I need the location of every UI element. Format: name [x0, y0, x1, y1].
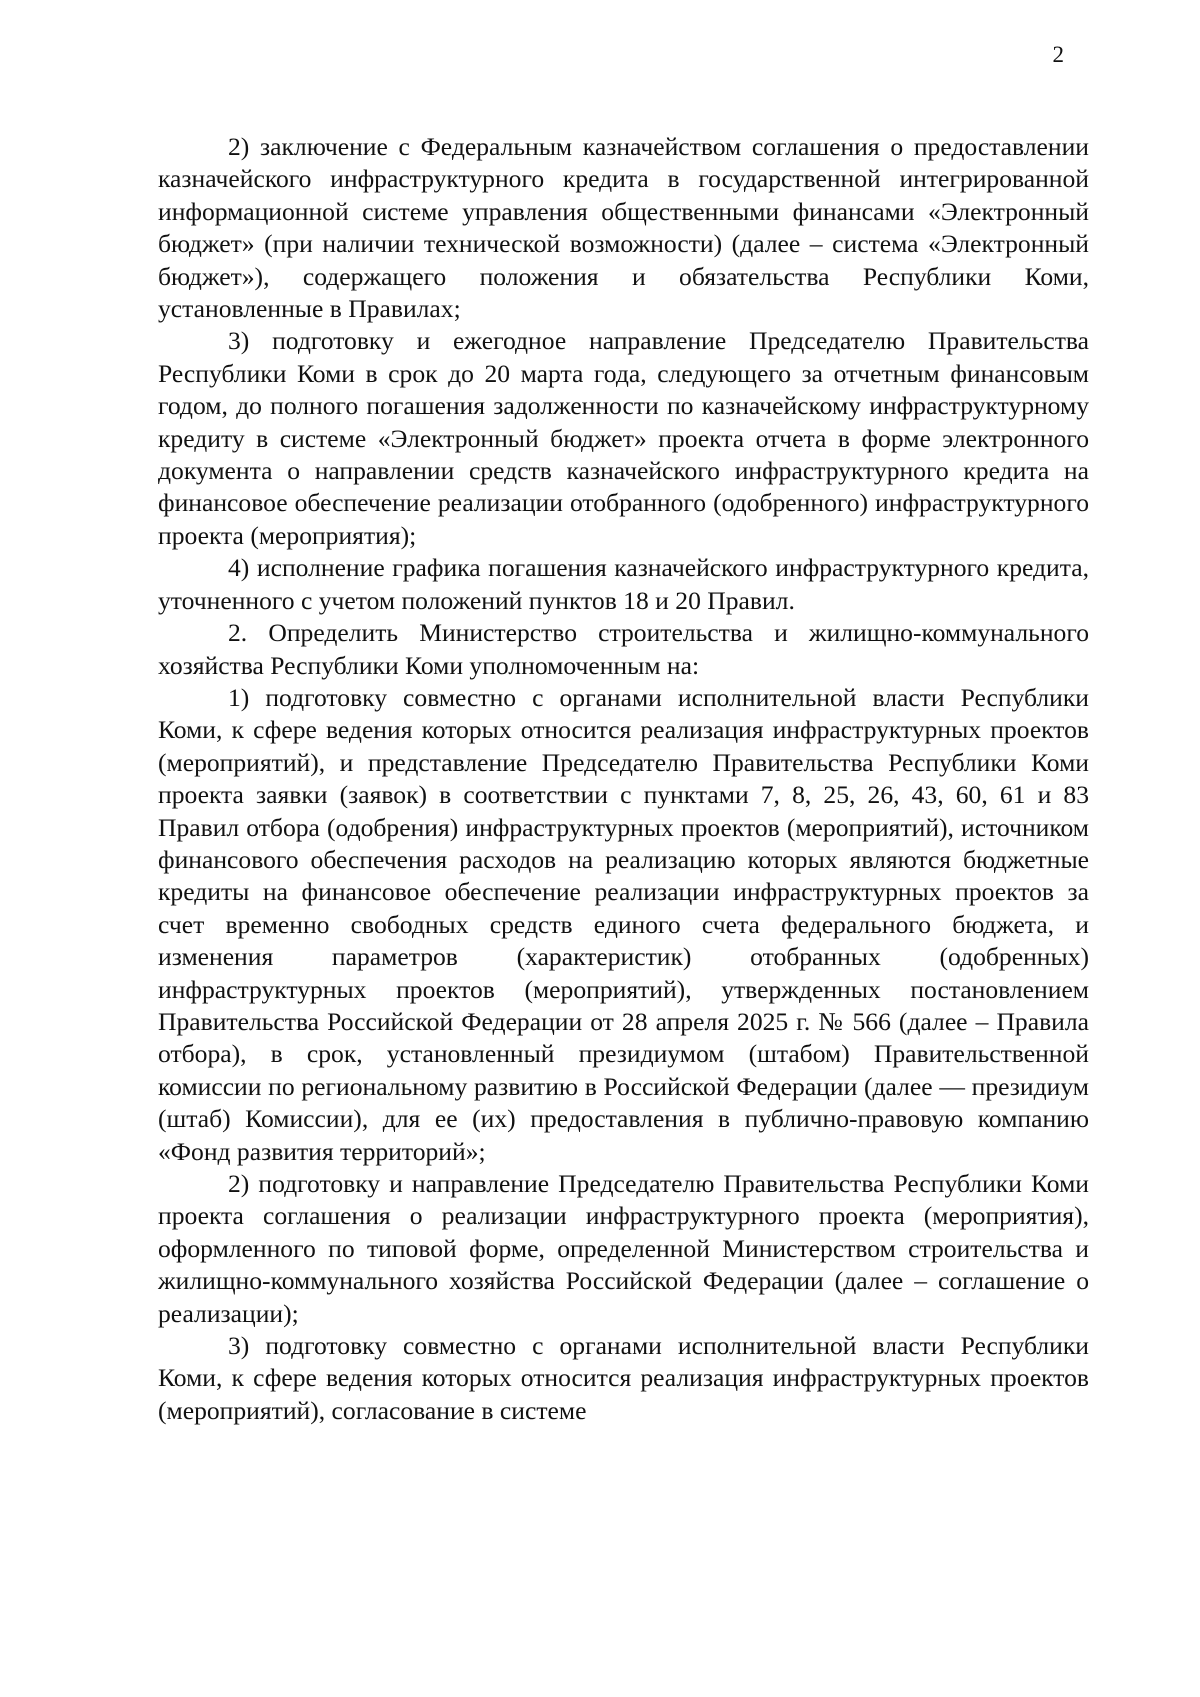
paragraph-subitem-1: 1) подготовку совместно с органами исполнительной власти Республики Коми, к сфере ведения которых относится реализация инфраструктурных проектов (мероприятий), и представление Председателю Правительства Республики Коми проекта заявки (заявок) в соответствии с пунктами 7, 8, 25, 26, 43, 60, 61 и 83 Правил отбора (одобрения) инфраструктурных проектов (мероприятий), источником финансового обеспечения расходов на реализацию которых являются бюджетные кредиты на финансовое обеспечение реализации инфраструктурных проектов за счет временно свободных средств единого счета федерального бюджета, и изменения параметров (характеристик) отобранных (одобренных) инфраструктурных проектов (мероприятий), утвержденных постановлением Правительства Российской Федерации от 28 апреля 2025 г. № 566 (далее – Правила отбора), в срок, установленный президиумом (штабом) Правительственной комиссии по региональному развитию в Российской Федерации (далее — президиум (штаб) Комиссии), для ее (их) предоставления в публично-правовую компанию «Фонд развития территорий»;	[158, 682, 1089, 1166]
paragraph-item-3: 3) подготовку и ежегодное направление Председателю Правительства Республики Коми в срок до 20 марта года, следующего за отчетным финансовым годом, до полного погашения задолженности по казначейскому инфраструктурному кредиту в системе «Электронный бюджет» проекта отчета в форме электронного документа о направлении средств казначейского инфраструктурного кредита на финансовое обеспечение реализации отобранного (одобренного) инфраструктурного проекта (мероприятия);	[158, 326, 1089, 550]
paragraph-subitem-3: 3) подготовку совместно с органами исполнительной власти Республики Коми, к сфере ведения которых относится реализация инфраструктурных проектов (мероприятий), согласование в системе	[158, 1331, 1089, 1425]
paragraph-subitem-2: 2) подготовку и направление Председателю Правительства Республики Коми проекта соглашения о реализации инфраструктурного проекта (мероприятия), оформленного по типовой форме, определенной Министерством строительства и жилищно-коммунального хозяйства Российской Федерации (далее – соглашение о реализации);	[158, 1169, 1089, 1328]
paragraph-section-2: 2. Определить Министерство строительства и жилищно-коммунального хозяйства Республики Коми уполномоченным на:	[158, 618, 1089, 680]
paragraph-item-4: 4) исполнение графика погашения казначейского инфраструктурного кредита, уточненного с учетом положений пунктов 18 и 20 Правил.	[158, 553, 1089, 615]
document-body	[158, 131, 1089, 1427]
paragraph-item-2: 2) заключение с Федеральным казначейством соглашения о предоставлении казначейского инфраструктурного кредита в государственной интегрированной информационной системе управления общественными финансами «Электронный бюджет» (при наличии технической возможности) (далее – система «Электронный бюджет»), содержащего положения и обязательства Республики Коми, установленные в Правилах;	[158, 132, 1089, 324]
page-number: 2	[1052, 42, 1064, 67]
